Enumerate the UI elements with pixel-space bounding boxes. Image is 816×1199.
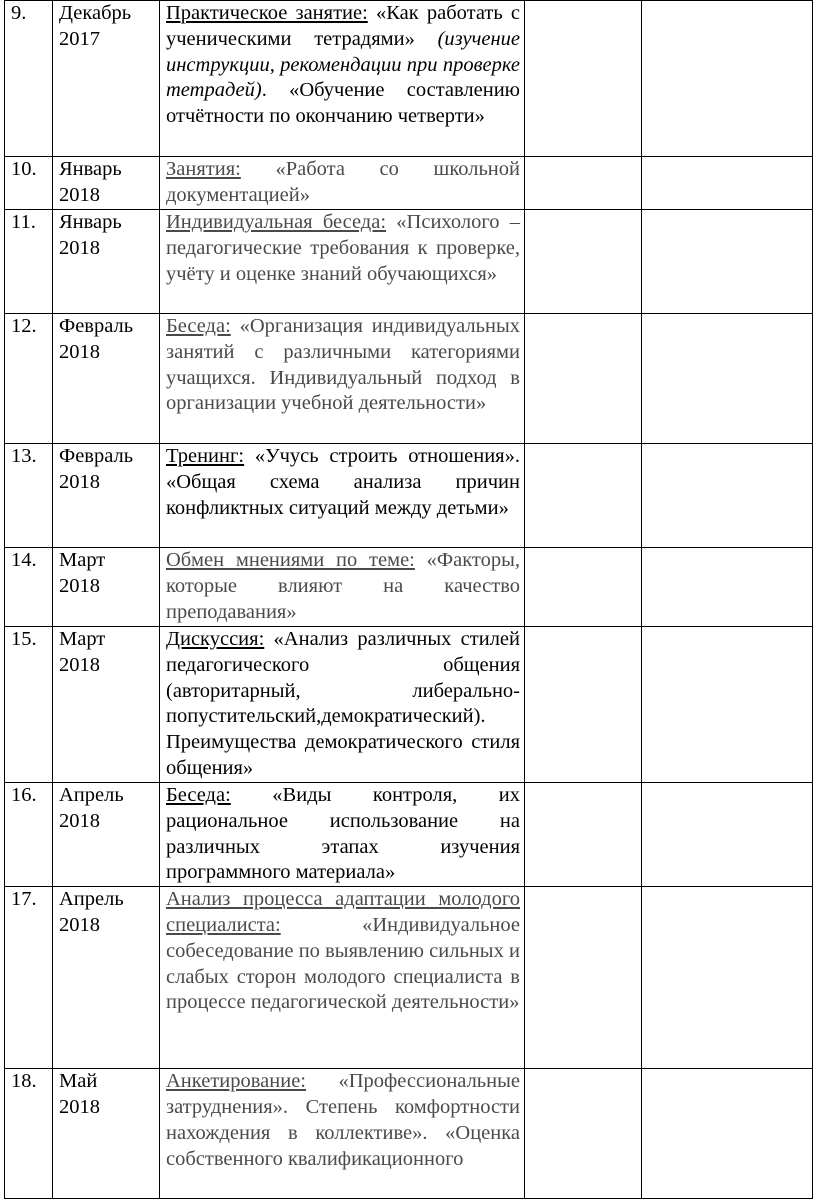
topic-text: «Организация индивидуальных занятий с различными категориями учащихся. Индивидуальный подход в организации учебной деятельности» [166, 315, 520, 415]
row-topic [160, 314, 525, 444]
row-month: Январь [59, 211, 122, 233]
table-row [5, 157, 813, 210]
row-date [53, 314, 160, 444]
row-month: Апрель [59, 888, 124, 911]
row-month: Май [59, 1070, 98, 1093]
empty-cell [642, 548, 813, 627]
row-month: Январь [59, 158, 122, 180]
row-number: 15. [5, 627, 53, 783]
row-number: 9. [5, 1, 53, 157]
row-topic [160, 1069, 525, 1199]
topic-lead: Тренинг: [166, 445, 245, 467]
table-row [5, 783, 813, 887]
row-month: Февраль [59, 315, 134, 337]
row-topic [160, 548, 525, 627]
row-topic [160, 210, 525, 314]
topic-lead: Индивидуальная беседа: [166, 211, 387, 233]
table-row [5, 1069, 813, 1199]
row-date [53, 887, 160, 1069]
row-date [53, 444, 160, 548]
empty-cell [642, 627, 813, 783]
empty-cell [642, 783, 813, 887]
row-topic [160, 157, 525, 210]
row-year: 2018 [59, 236, 100, 259]
topic-text: «Профессиональные затруднения». Степень комфортности нахождения в коллективе». «Оценка собственного квалификационного [166, 1070, 520, 1170]
row-year: 2018 [59, 913, 100, 936]
topic-lead: Обмен мнениями по теме: [166, 549, 415, 571]
row-year: 2018 [59, 1095, 100, 1118]
empty-cell [525, 627, 642, 783]
table-row [5, 444, 813, 548]
mentoring-plan-table [4, 0, 813, 1199]
row-date [53, 157, 160, 210]
row-year: 2018 [59, 470, 100, 493]
empty-cell [525, 314, 642, 444]
empty-cell [525, 444, 642, 548]
topic-text: «Как работать с ученическими тетрадями» [166, 2, 520, 50]
row-year: 2017 [59, 27, 100, 50]
topic-text: «Работа со школьной документацией» [166, 158, 520, 206]
row-year: 2018 [59, 340, 100, 363]
row-date [53, 627, 160, 783]
empty-cell [642, 157, 813, 210]
table-row [5, 548, 813, 627]
topic-lead: Анкетирование: [166, 1070, 306, 1093]
topic-lead: Занятия: [166, 158, 241, 180]
row-date [53, 548, 160, 627]
row-topic [160, 887, 525, 1069]
empty-cell [642, 314, 813, 444]
row-topic [160, 783, 525, 887]
row-date [53, 783, 160, 887]
row-date [53, 210, 160, 314]
topic-text: «Факторы, которые влияют на качество преподавания» [166, 549, 520, 623]
table-row [5, 314, 813, 444]
topic-text: «Учусь строить отношения». «Общая схема анализа причин конфликтных ситуаций между детьми» [166, 445, 520, 519]
row-date [53, 1, 160, 157]
topic-text: «Анализ различных стилей педагогического общения (авторитарный, либерально-попустительский,демократический). Преимущества демократического стиля общения» [166, 628, 520, 779]
empty-cell [642, 210, 813, 314]
topic-text: «Индивидуальное собеседование по выявлению сильных и слабых сторон молодого специалиста в процессе педагогической деятельности» [166, 913, 520, 1014]
topic-text-continued: . «Обучение составлению отчётности по окончанию четверти» [166, 79, 520, 128]
empty-cell [525, 1069, 642, 1199]
topic-lead: Беседа: [166, 315, 231, 337]
row-number: 12. [5, 314, 53, 444]
row-number: 11. [5, 210, 53, 314]
empty-cell [642, 1069, 813, 1199]
row-topic [160, 627, 525, 783]
row-number: 14. [5, 548, 53, 627]
topic-text: «Психолого – педагогические требования к проверке, учёту и оценке знаний обучающихся» [166, 211, 521, 285]
row-month: Декабрь [59, 2, 132, 24]
row-number: 18. [5, 1069, 53, 1199]
topic-lead: Беседа: [166, 784, 231, 806]
topic-lead: Анализ процесса адаптации молодого специалиста: [166, 888, 520, 936]
row-date [53, 1069, 160, 1199]
table-row [5, 887, 813, 1069]
empty-cell [525, 1, 642, 157]
row-topic [160, 444, 525, 548]
row-year: 2018 [59, 574, 100, 597]
table-row [5, 210, 813, 314]
row-number: 10. [5, 157, 53, 210]
empty-cell [642, 887, 813, 1069]
empty-cell [525, 887, 642, 1069]
empty-cell [525, 548, 642, 627]
row-number: 16. [5, 783, 53, 887]
table-row [5, 1, 813, 157]
row-year: 2018 [59, 183, 100, 206]
empty-cell [642, 1, 813, 157]
topic-text: «Виды контроля, их рациональное использование на различных этапах изучения программного материала» [166, 784, 520, 884]
row-month: Март [59, 628, 106, 650]
row-number: 13. [5, 444, 53, 548]
row-topic [160, 1, 525, 157]
empty-cell [525, 210, 642, 314]
table-row [5, 627, 813, 783]
row-month: Март [59, 549, 106, 571]
row-month: Апрель [59, 784, 124, 806]
empty-cell [525, 783, 642, 887]
row-year: 2018 [59, 653, 100, 676]
topic-italic: (изучение инструкции, рекомендации при проверке тетрадей) [166, 27, 520, 102]
empty-cell [642, 444, 813, 548]
row-number: 17. [5, 887, 53, 1069]
topic-lead: Практическое занятие: [166, 2, 368, 24]
topic-lead: Дискуссия: [166, 628, 265, 650]
row-year: 2018 [59, 809, 100, 832]
row-month: Февраль [59, 445, 134, 467]
empty-cell [525, 157, 642, 210]
